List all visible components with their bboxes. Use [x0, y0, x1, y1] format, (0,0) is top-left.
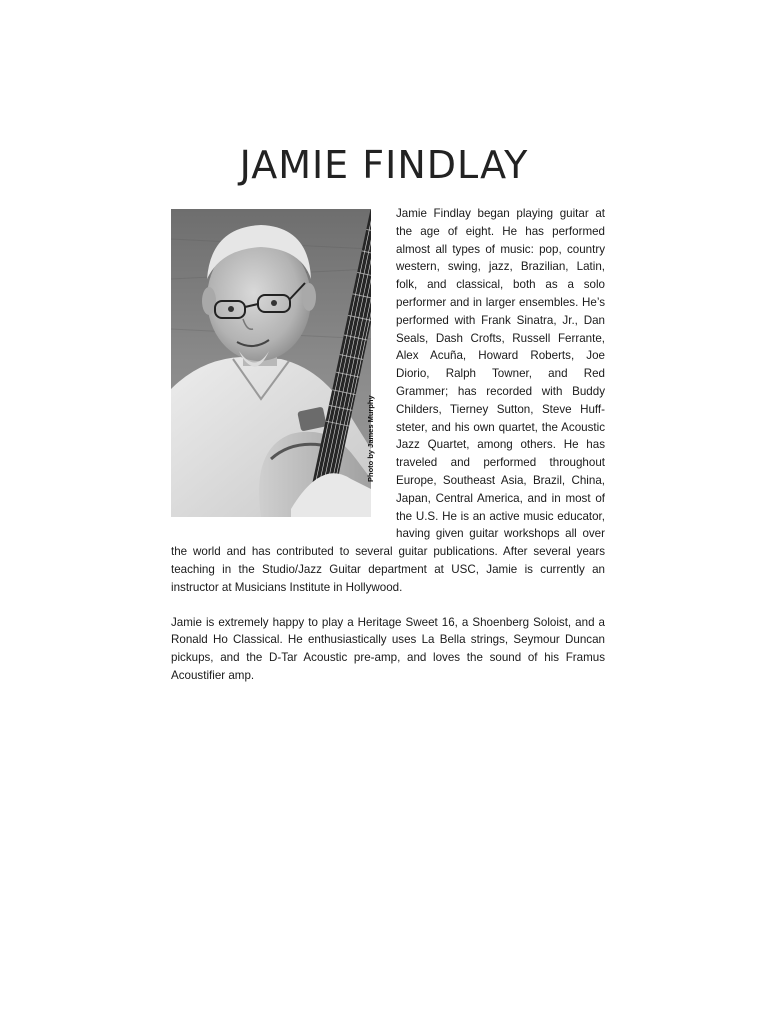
bio-paragraph-2: Jamie is extremely happy to play a Heritage Sweet 16, a Shoenberg Soloist, and a Ronald Ho Classical. He enthusiastically uses La Bella strings, Seymour Duncan pickups, and the D-Tar Acoustic pre-amp, and loves the sound of his Framus Acoustifier amp.: [171, 615, 605, 682]
bio-text: [171, 205, 605, 685]
bio-paragraph-1: Jamie Findlay began playing guitar at the age of eight. He has performed almost all types of music: pop, country western, swing, jazz, Brazilian, Latin, folk, and classical, both as a solo performer and in larger ensembles. He’s performed with Frank Sinatra, Jr., Dan Seals, Dash Crofts, Russell Ferrante, Alex Acuña, Howard Roberts, Joe Diorio, Ralph Towner, and Red Grammer; has recorded with Buddy Childers, Tierney Sutton, Steve Huffsteter, and his own quartet, the Acoustic Jazz Quartet, among others. He has traveled and performed throughout Europe, Southeast Asia, Brazil, China, Japan, Central America, and in most of the U.S. He is an active music educator, having given guitar workshops all over the world and has contributed to several guitar publications. After several years teaching in the Studio/Jazz Guitar department at USC, Jamie is currently an instructor at Musicians Institute in Hollywood.: [171, 207, 605, 594]
photo-text-wrap-spacer: [171, 205, 396, 542]
photo-credit: Photo by James Murphy: [366, 395, 375, 482]
page-title: JAMIE FINDLAY: [239, 143, 529, 187]
